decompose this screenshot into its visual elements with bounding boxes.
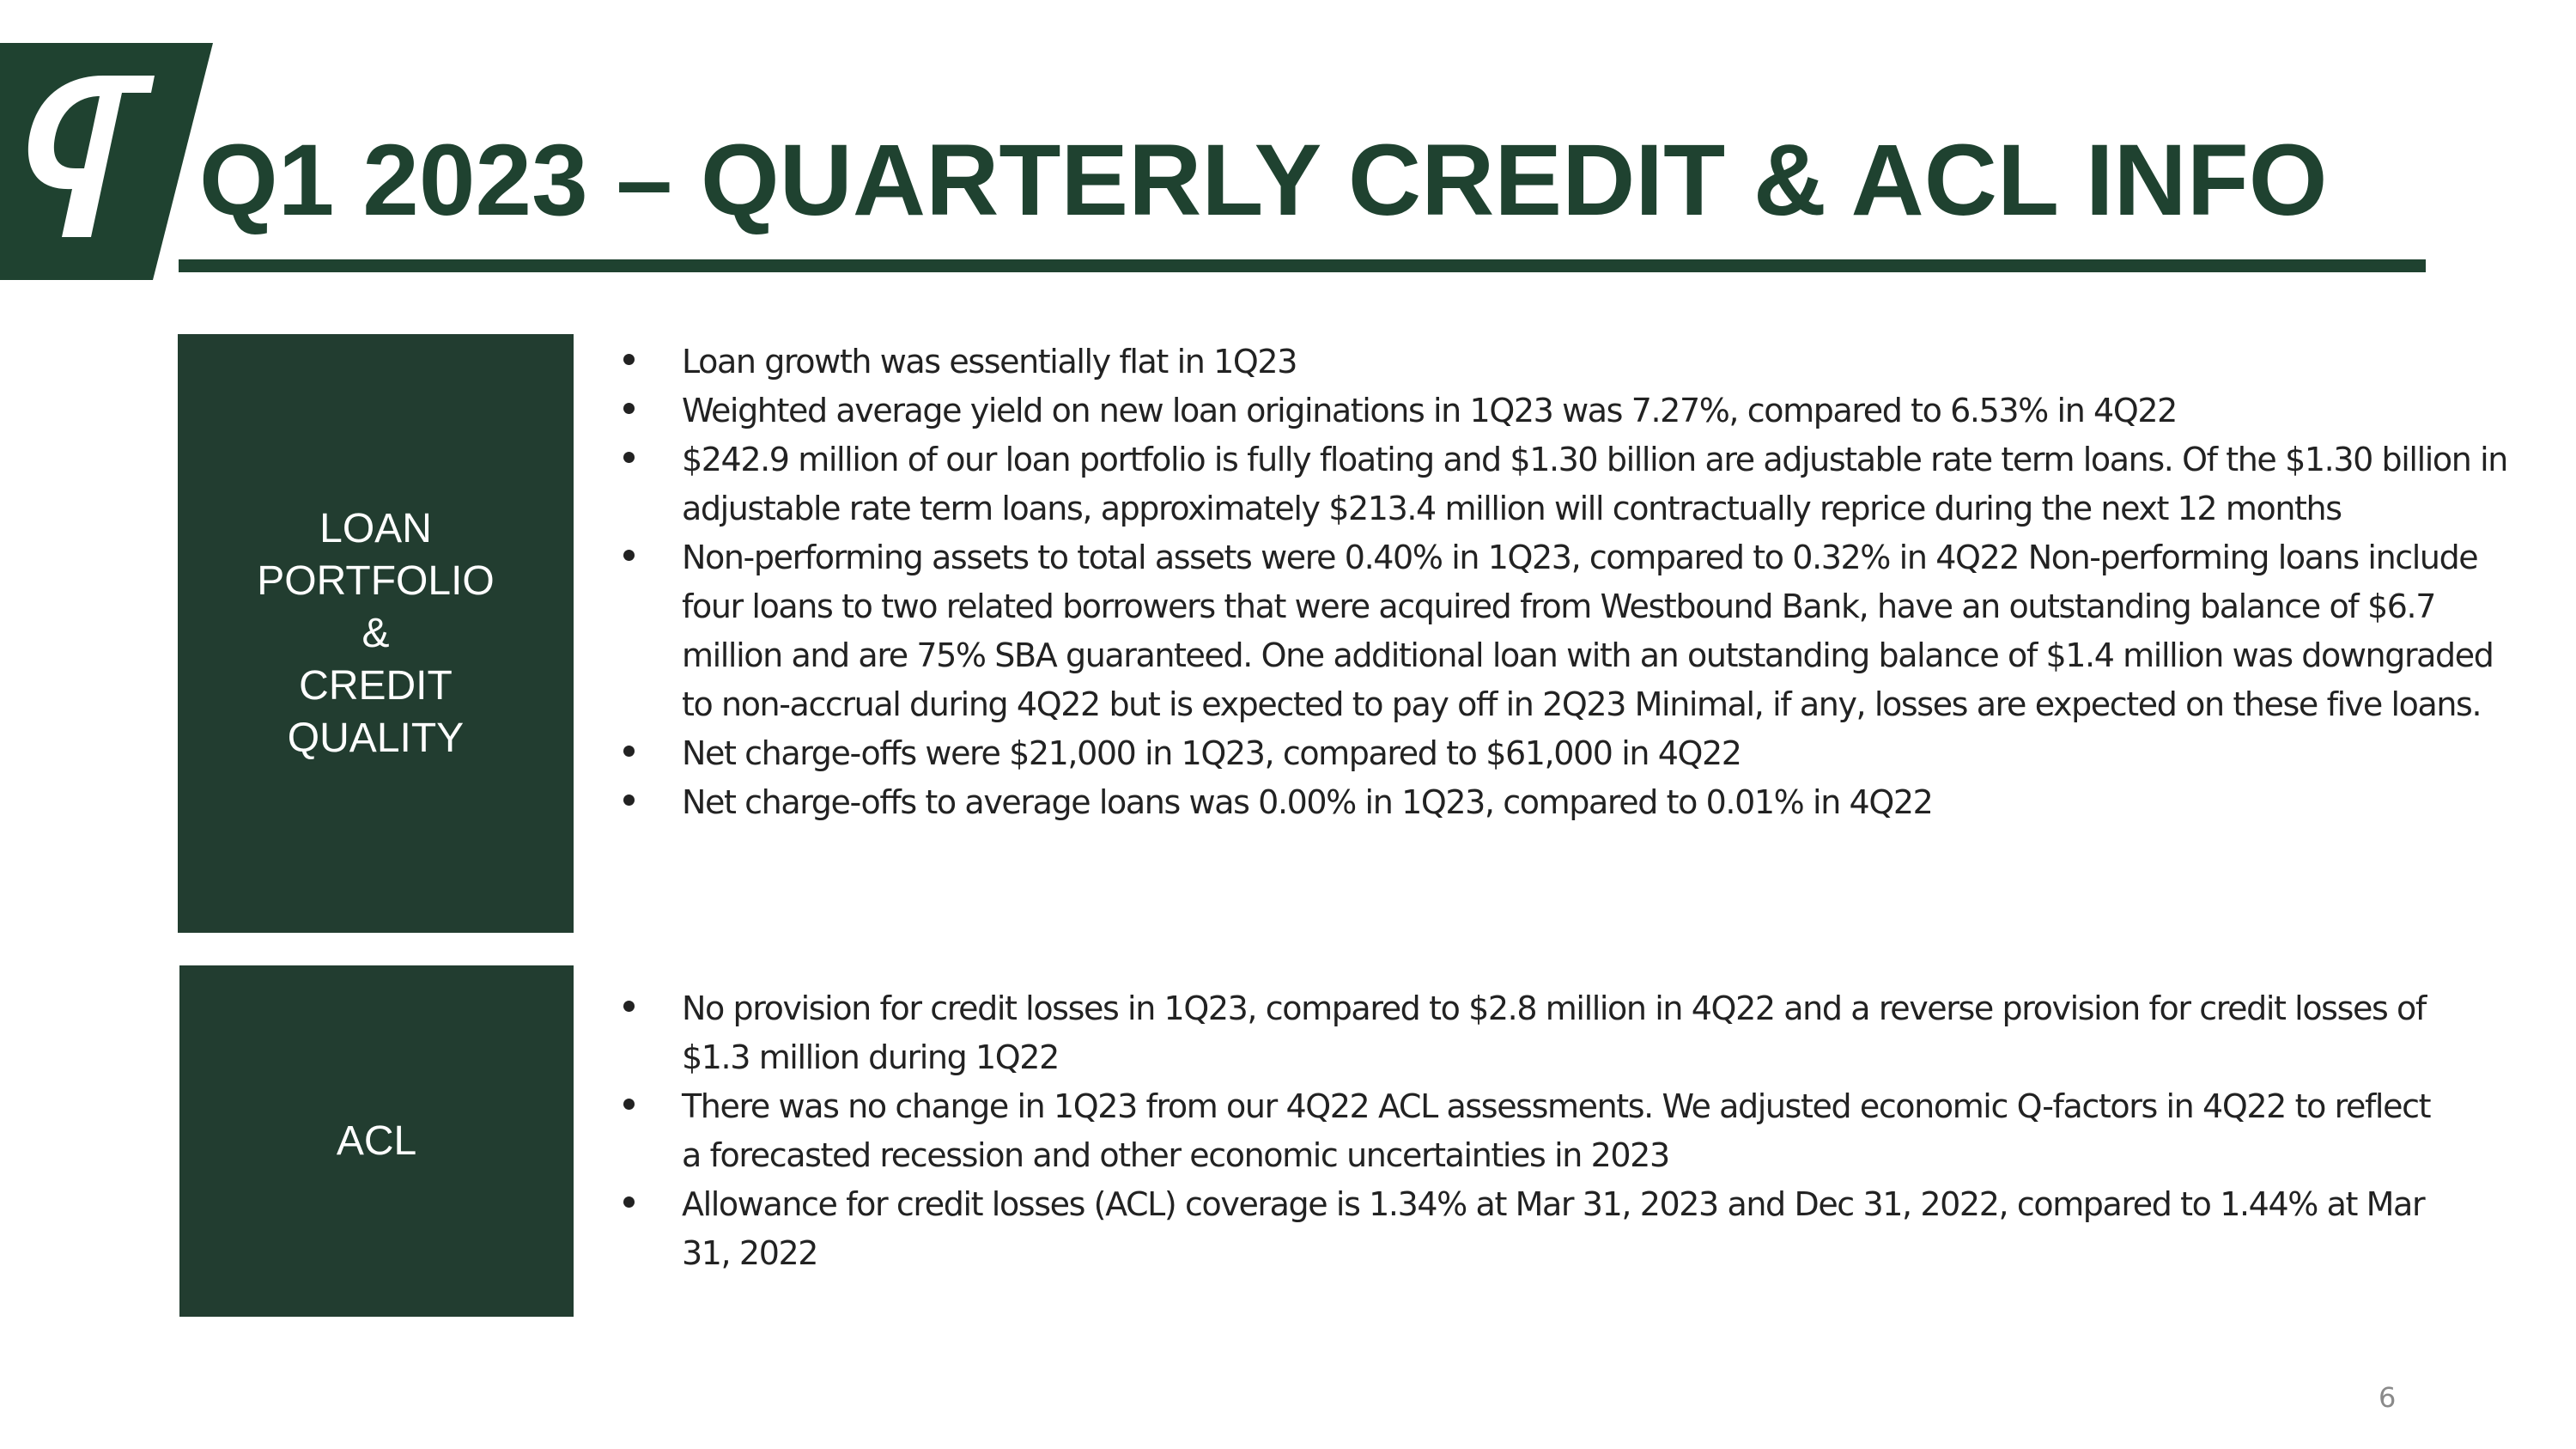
- bullet-item: Allowance for credit losses (ACL) coverage is 1.34% at Mar 31, 2023 and Dec 31, 2022, compared to 1.44% at Mar 31, 2022: [620, 1180, 2440, 1278]
- loan-portfolio-panel: [178, 334, 574, 933]
- bullet-item: Non-performing assets to total assets were 0.40% in 1Q23, compared to 0.32% in 4Q22 Non-performing loans include four loans to two related borrowers that were acquired from Westbound Bank, have an outstanding balance of $6.7 million and are 75% SBA guaranteed. One additional loan with an outstanding balance of $1.4 million was downgraded to non-accrual during 4Q22 but is expected to pay off in 2Q23 Minimal, if any, losses are expected on these five loans.: [620, 533, 2509, 729]
- bullet-item: Net charge-offs to average loans was 0.00% in 1Q23, compared to 0.01% in 4Q22: [620, 778, 2509, 827]
- bullet-item: Loan growth was essentially flat in 1Q23: [620, 338, 2509, 387]
- acl-label: ACL: [336, 1118, 417, 1164]
- bullet-item: Weighted average yield on new loan originations in 1Q23 was 7.27%, compared to 6.53% in 4Q22: [620, 387, 2509, 435]
- page-number: 6: [2379, 1381, 2397, 1414]
- acl-bullet-list: [620, 984, 2440, 1278]
- bullet-item: $242.9 million of our loan portfolio is fully floating and $1.30 billion are adjustable rate term loans. Of the $1.30 billion in adjustable rate term loans, approximately $213.4 million will contractually reprice during the next 12 months: [620, 435, 2509, 533]
- company-logo-icon: [0, 43, 213, 280]
- page-title: Q1 2023 – QUARTERLY CREDIT & ACL INFO: [199, 124, 2328, 237]
- title-divider: [179, 259, 2426, 272]
- loan-portfolio-label: LOAN PORTFOLIO & CREDIT QUALITY: [257, 506, 495, 761]
- bullet-item: There was no change in 1Q23 from our 4Q22 ACL assessments. We adjusted economic Q-factors in 4Q22 to reflect a forecasted recession and other economic uncertainties in 2023: [620, 1082, 2440, 1180]
- loan-portfolio-bullet-list: [620, 338, 2509, 827]
- bullet-item: No provision for credit losses in 1Q23, compared to $2.8 million in 4Q22 and a reverse provision for credit losses of $1.3 million during 1Q22: [620, 984, 2440, 1082]
- bullet-item: Net charge-offs were $21,000 in 1Q23, compared to $61,000 in 4Q22: [620, 729, 2509, 778]
- acl-panel: [179, 965, 574, 1317]
